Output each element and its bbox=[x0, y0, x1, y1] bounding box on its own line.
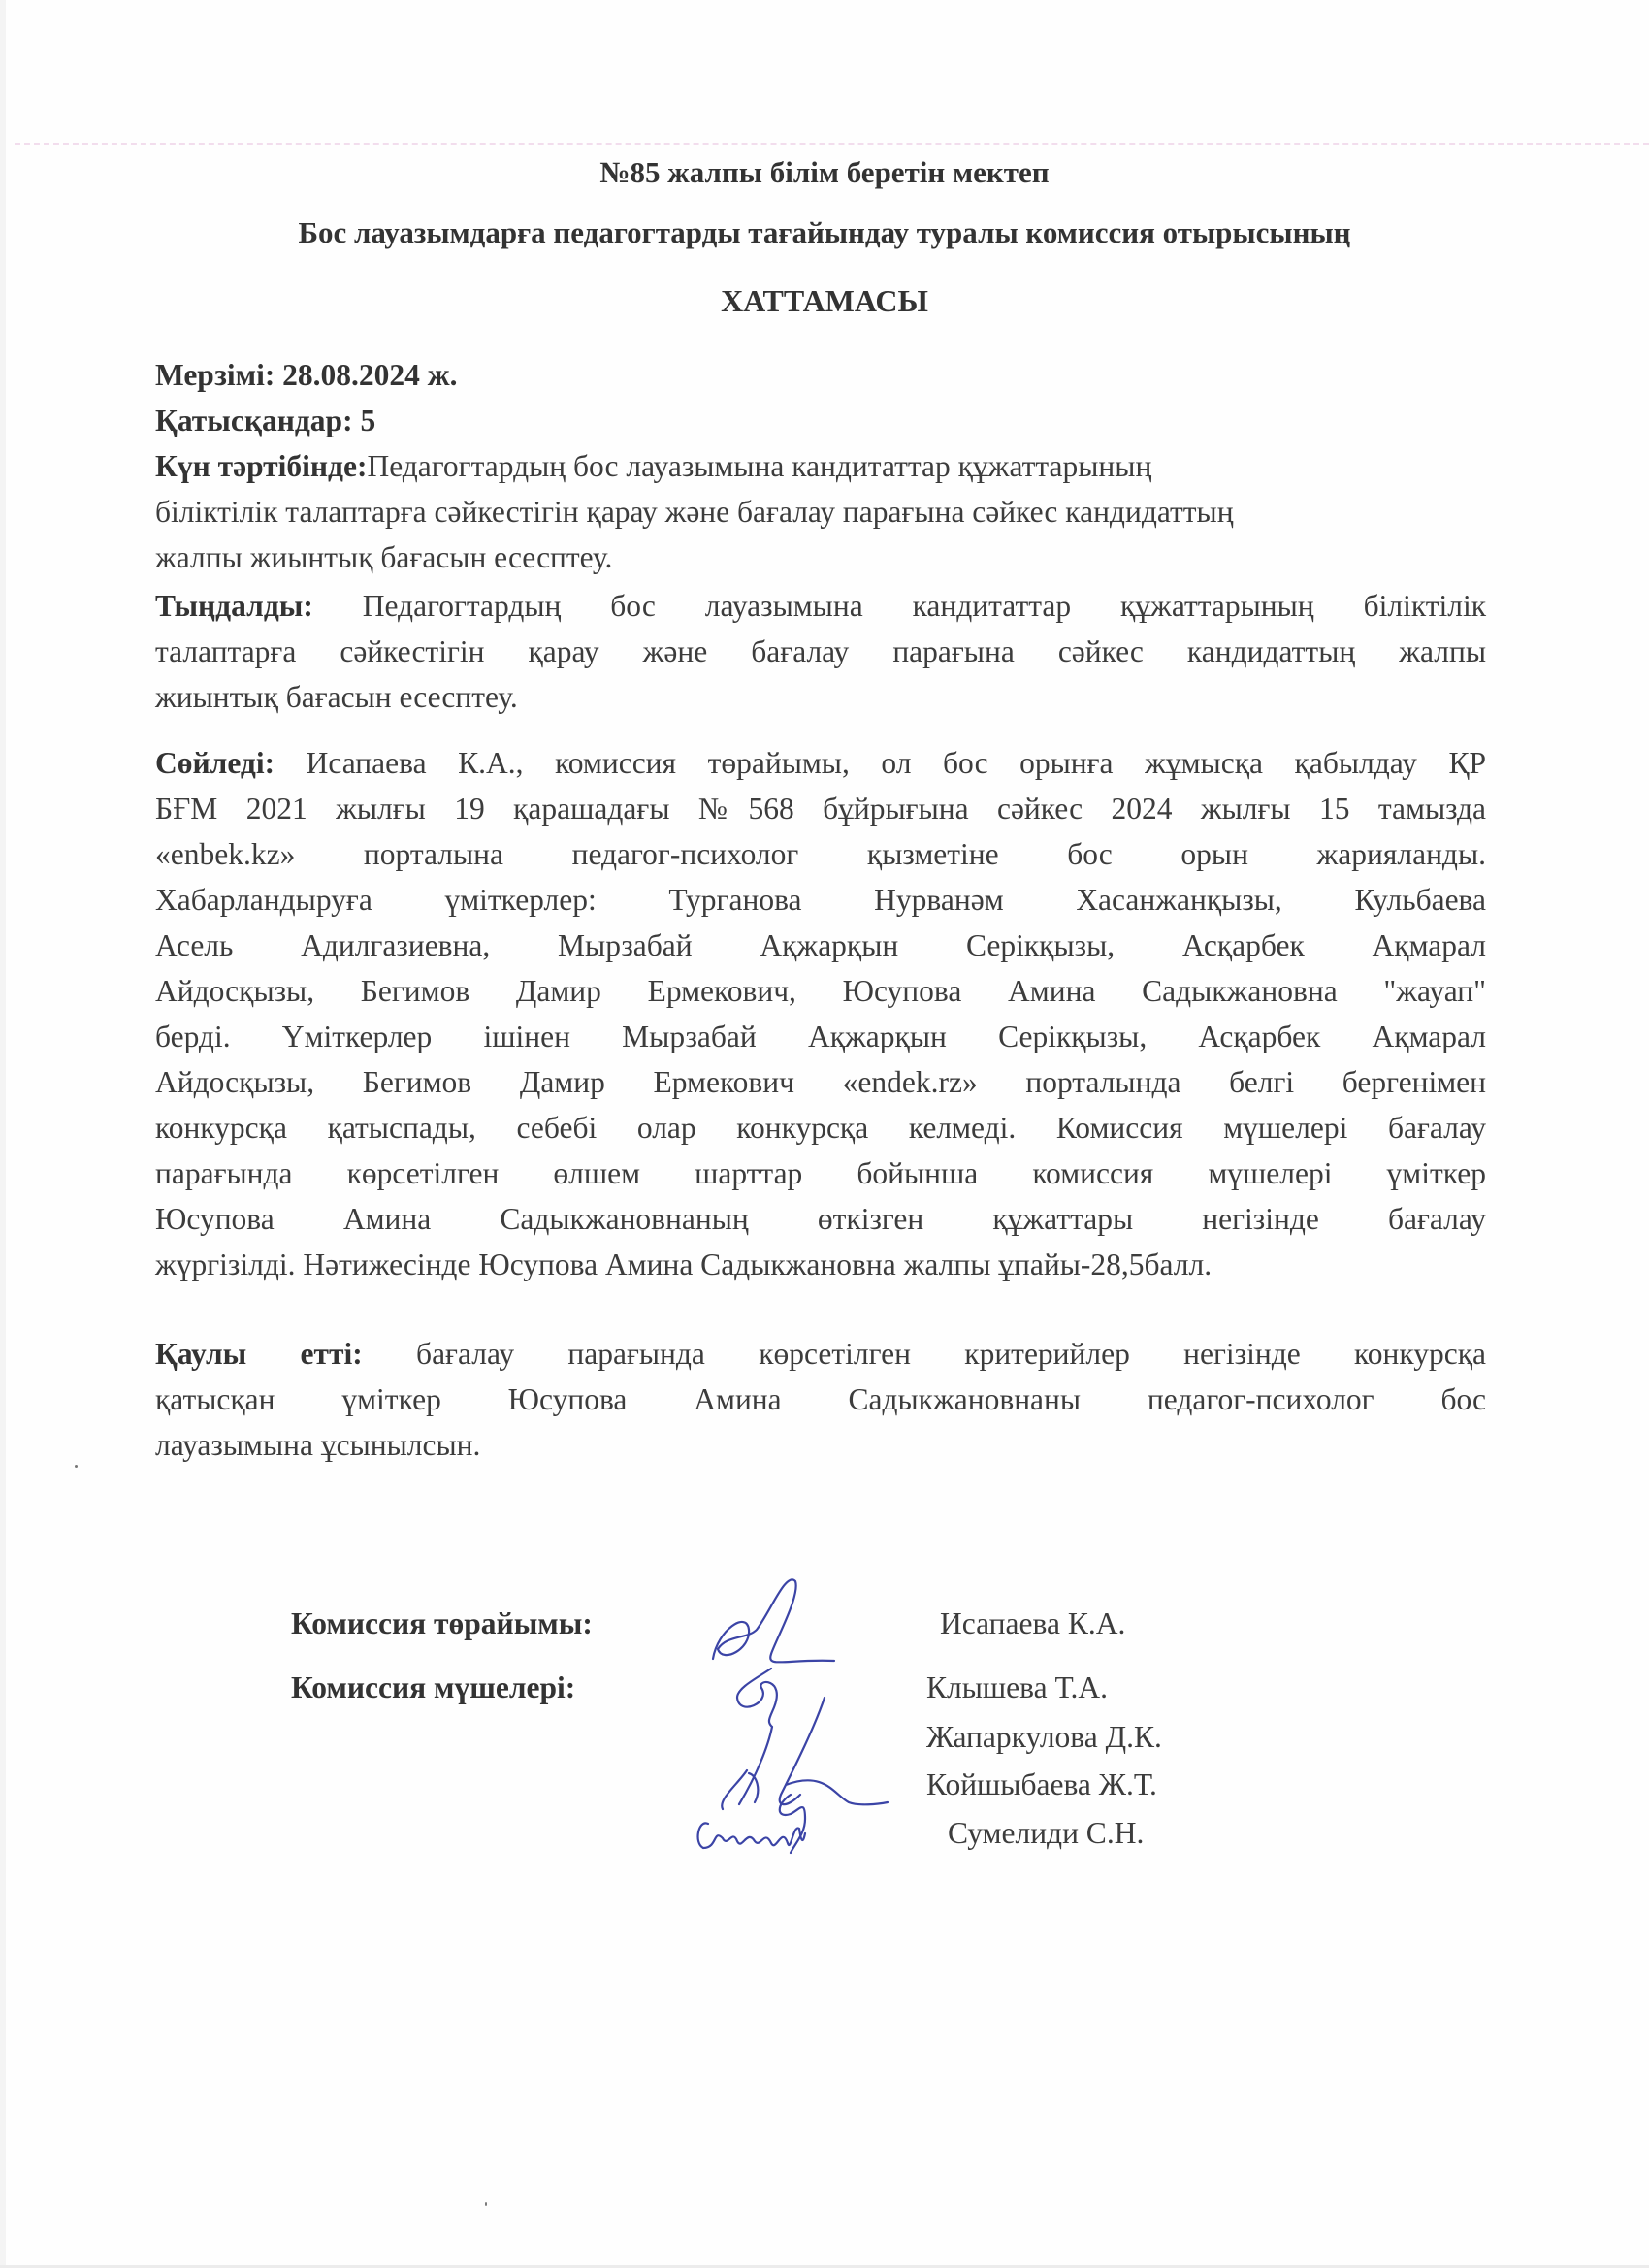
member-signature-3 bbox=[780, 1795, 805, 1853]
handwritten-signatures bbox=[679, 1552, 931, 1882]
spoke-line: парағында көрсетілген өлшем шарттар бойынша комиссия мүшелері үміткер bbox=[155, 1156, 1486, 1190]
commission-title: Бос лауазымдарға педагогтарды тағайындау туралы комиссия отырысының bbox=[298, 215, 1351, 249]
spoke-line: «enbek.kz» порталына педагог-психолог қызметіне бос орын жарияланды. bbox=[155, 837, 1486, 871]
spoke-line: Асель Адилгазиевна, Мырзабай Ақжарқын Серікқызы, Асқарбек Ақмарал bbox=[155, 928, 1486, 962]
decision-line: лауазымына ұсынылсын. bbox=[155, 1428, 481, 1462]
member-name: Койшыбаева Ж.Т. bbox=[926, 1767, 1157, 1801]
member-name: Клышева Т.А. bbox=[926, 1670, 1109, 1704]
heard-line: Тыңдалды: Педагогтардың бос лауазымына кандитаттар құжаттарының біліктілік bbox=[155, 589, 1486, 623]
heard-line: талаптарға сәйкестігін қарау және бағалау парағына сәйкес кандидаттың жалпы bbox=[155, 634, 1486, 668]
heard-paragraph bbox=[155, 583, 1486, 720]
spoke-line: конкурсқа қатыспады, себебі олар конкурсқа келмеді. Комиссия мүшелері бағалау bbox=[155, 1111, 1486, 1145]
agenda-line: Күн тәртібінде:Педагогтардың бос лауазымына кандитаттар құжаттарының bbox=[155, 449, 1152, 483]
scan-left-edge bbox=[0, 0, 6, 2268]
meeting-date: Мерзімі: 28.08.2024 ж. bbox=[155, 358, 458, 392]
meta-and-agenda bbox=[155, 352, 1486, 580]
spoke-line: жүргізілді. Нәтижесінде Юсупова Амина Садыкжановна жалпы ұпайы-28,5балл. bbox=[155, 1247, 1212, 1281]
school-name: №85 жалпы білім беретін мектеп bbox=[599, 155, 1050, 189]
spoke-line: берді. Үміткерлер ішінен Мырзабай Ақжарқын Серікқызы, Асқарбек Ақмарал bbox=[155, 1020, 1486, 1053]
agenda-label: Күн тәртібінде: bbox=[155, 449, 368, 483]
heard-line: жиынтық бағасын есесптеу. bbox=[155, 680, 518, 714]
heard-label: Тыңдалды: bbox=[155, 589, 313, 623]
decision-label: Қаулы етті: bbox=[155, 1337, 363, 1371]
member-signature-4 bbox=[698, 1823, 805, 1848]
spoke-line: БҒМ 2021 жылғы 19 қарашадағы №568 бұйрығына сәйкес 2024 жылғы 15 тамызда bbox=[155, 792, 1486, 826]
spoke-line: Айдосқызы, Бегимов Дамир Ермекович «endek.rz» порталында белгі бергенімен bbox=[155, 1065, 1486, 1099]
spoke-line: Хабарландыруға үміткерлер: Турганова Нурванәм Хасанжанқызы, Кульбаева bbox=[155, 883, 1486, 917]
participants-count: Қатысқандар: 5 bbox=[155, 404, 376, 437]
decision-paragraph bbox=[155, 1331, 1486, 1468]
spoke-line: Сөйледі: Исапаева К.А., комиссия төрайымы, ол бос орынға жұмысқа қабылдау ҚР bbox=[155, 746, 1486, 780]
chair-name: Исапаева К.А. bbox=[940, 1606, 1126, 1640]
decision-line: Қаулы етті: бағалау парағында көрсетілген критерийлер негізінде конкурсқа bbox=[155, 1337, 1486, 1371]
spoke-paragraph bbox=[155, 740, 1486, 1287]
chair-signature bbox=[713, 1579, 834, 1662]
chair-label: Комиссия төрайымы: bbox=[291, 1606, 593, 1640]
agenda-line: біліктілік талаптарға сәйкестігін қарау және бағалау парағына сәйкес кандидаттың bbox=[155, 495, 1234, 529]
spoke-line: Айдосқызы, Бегимов Дамир Ермекович, Юсупова Амина Садыкжановна "жауап" bbox=[155, 974, 1486, 1008]
scan-speck bbox=[75, 1465, 78, 1468]
members-label: Комиссия мүшелері: bbox=[291, 1670, 576, 1704]
spoke-label: Сөйледі: bbox=[155, 746, 275, 780]
member-name: Сумелиди С.Н. bbox=[948, 1816, 1145, 1850]
document-type: ХАТТАМАСЫ bbox=[721, 283, 928, 318]
scan-speck bbox=[485, 2202, 487, 2206]
spoke-line: Юсупова Амина Садыкжановнаның өткізген құжаттары негізінде бағалау bbox=[155, 1202, 1486, 1236]
member-name: Жапаркулова Д.К. bbox=[926, 1720, 1162, 1754]
decision-line: қатысқан үміткер Юсупова Амина Садыкжановнаны педагог-психолог бос bbox=[155, 1382, 1486, 1416]
agenda-line: жалпы жиынтық бағасын есесптеу. bbox=[155, 540, 613, 574]
scan-header-rule bbox=[15, 143, 1649, 145]
